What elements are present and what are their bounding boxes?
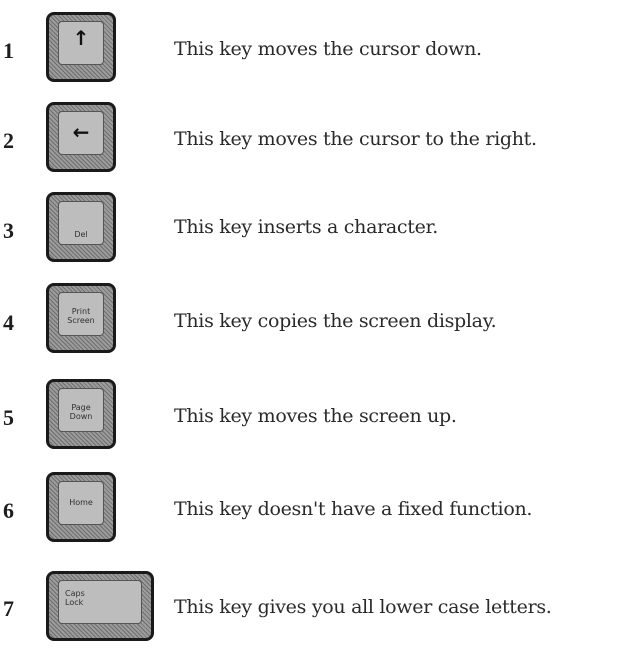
key-description: This key gives you all lower case letters. — [174, 596, 552, 618]
key-cap — [58, 292, 104, 336]
left-arrow-key — [46, 102, 116, 172]
key-label: Del — [74, 230, 88, 239]
item-number: 7 — [3, 596, 14, 621]
key-label: Print Screen — [67, 307, 95, 325]
key-description: This key moves the cursor down. — [174, 38, 482, 60]
left-arrow-icon: ← — [72, 120, 90, 144]
key-cap — [58, 481, 104, 525]
item-number: 1 — [3, 38, 14, 63]
list-item — [0, 568, 639, 664]
caps-lock-key — [46, 571, 154, 641]
list-item — [0, 98, 639, 178]
key-description: This key doesn't have a fixed function. — [174, 498, 533, 520]
list-item — [0, 379, 639, 459]
key-description: This key copies the screen display. — [174, 310, 497, 332]
key-cap — [58, 21, 104, 65]
list-item — [0, 470, 639, 550]
key-cap — [58, 580, 142, 624]
list-item — [0, 283, 639, 363]
item-number: 4 — [3, 310, 14, 335]
key-cap — [58, 201, 104, 245]
key-label: Page Down — [69, 403, 93, 421]
key-cap — [58, 111, 104, 155]
item-number: 5 — [3, 405, 14, 430]
key-label: Home — [69, 498, 93, 507]
item-number: 6 — [3, 498, 14, 523]
up-arrow-icon: ↑ — [72, 26, 90, 50]
key-description: This key inserts a character. — [174, 216, 438, 238]
page-down-key — [46, 379, 116, 449]
item-number: 3 — [3, 218, 14, 243]
home-key — [46, 472, 116, 542]
list-item — [0, 190, 639, 270]
up-arrow-key — [46, 12, 116, 82]
print-screen-key — [46, 283, 116, 353]
key-description: This key moves the cursor to the right. — [174, 128, 537, 150]
key-cap — [58, 388, 104, 432]
item-number: 2 — [3, 128, 14, 153]
del-key — [46, 192, 116, 262]
key-label: Caps Lock — [65, 589, 85, 607]
key-description: This key moves the screen up. — [174, 405, 457, 427]
list-item — [0, 8, 639, 88]
